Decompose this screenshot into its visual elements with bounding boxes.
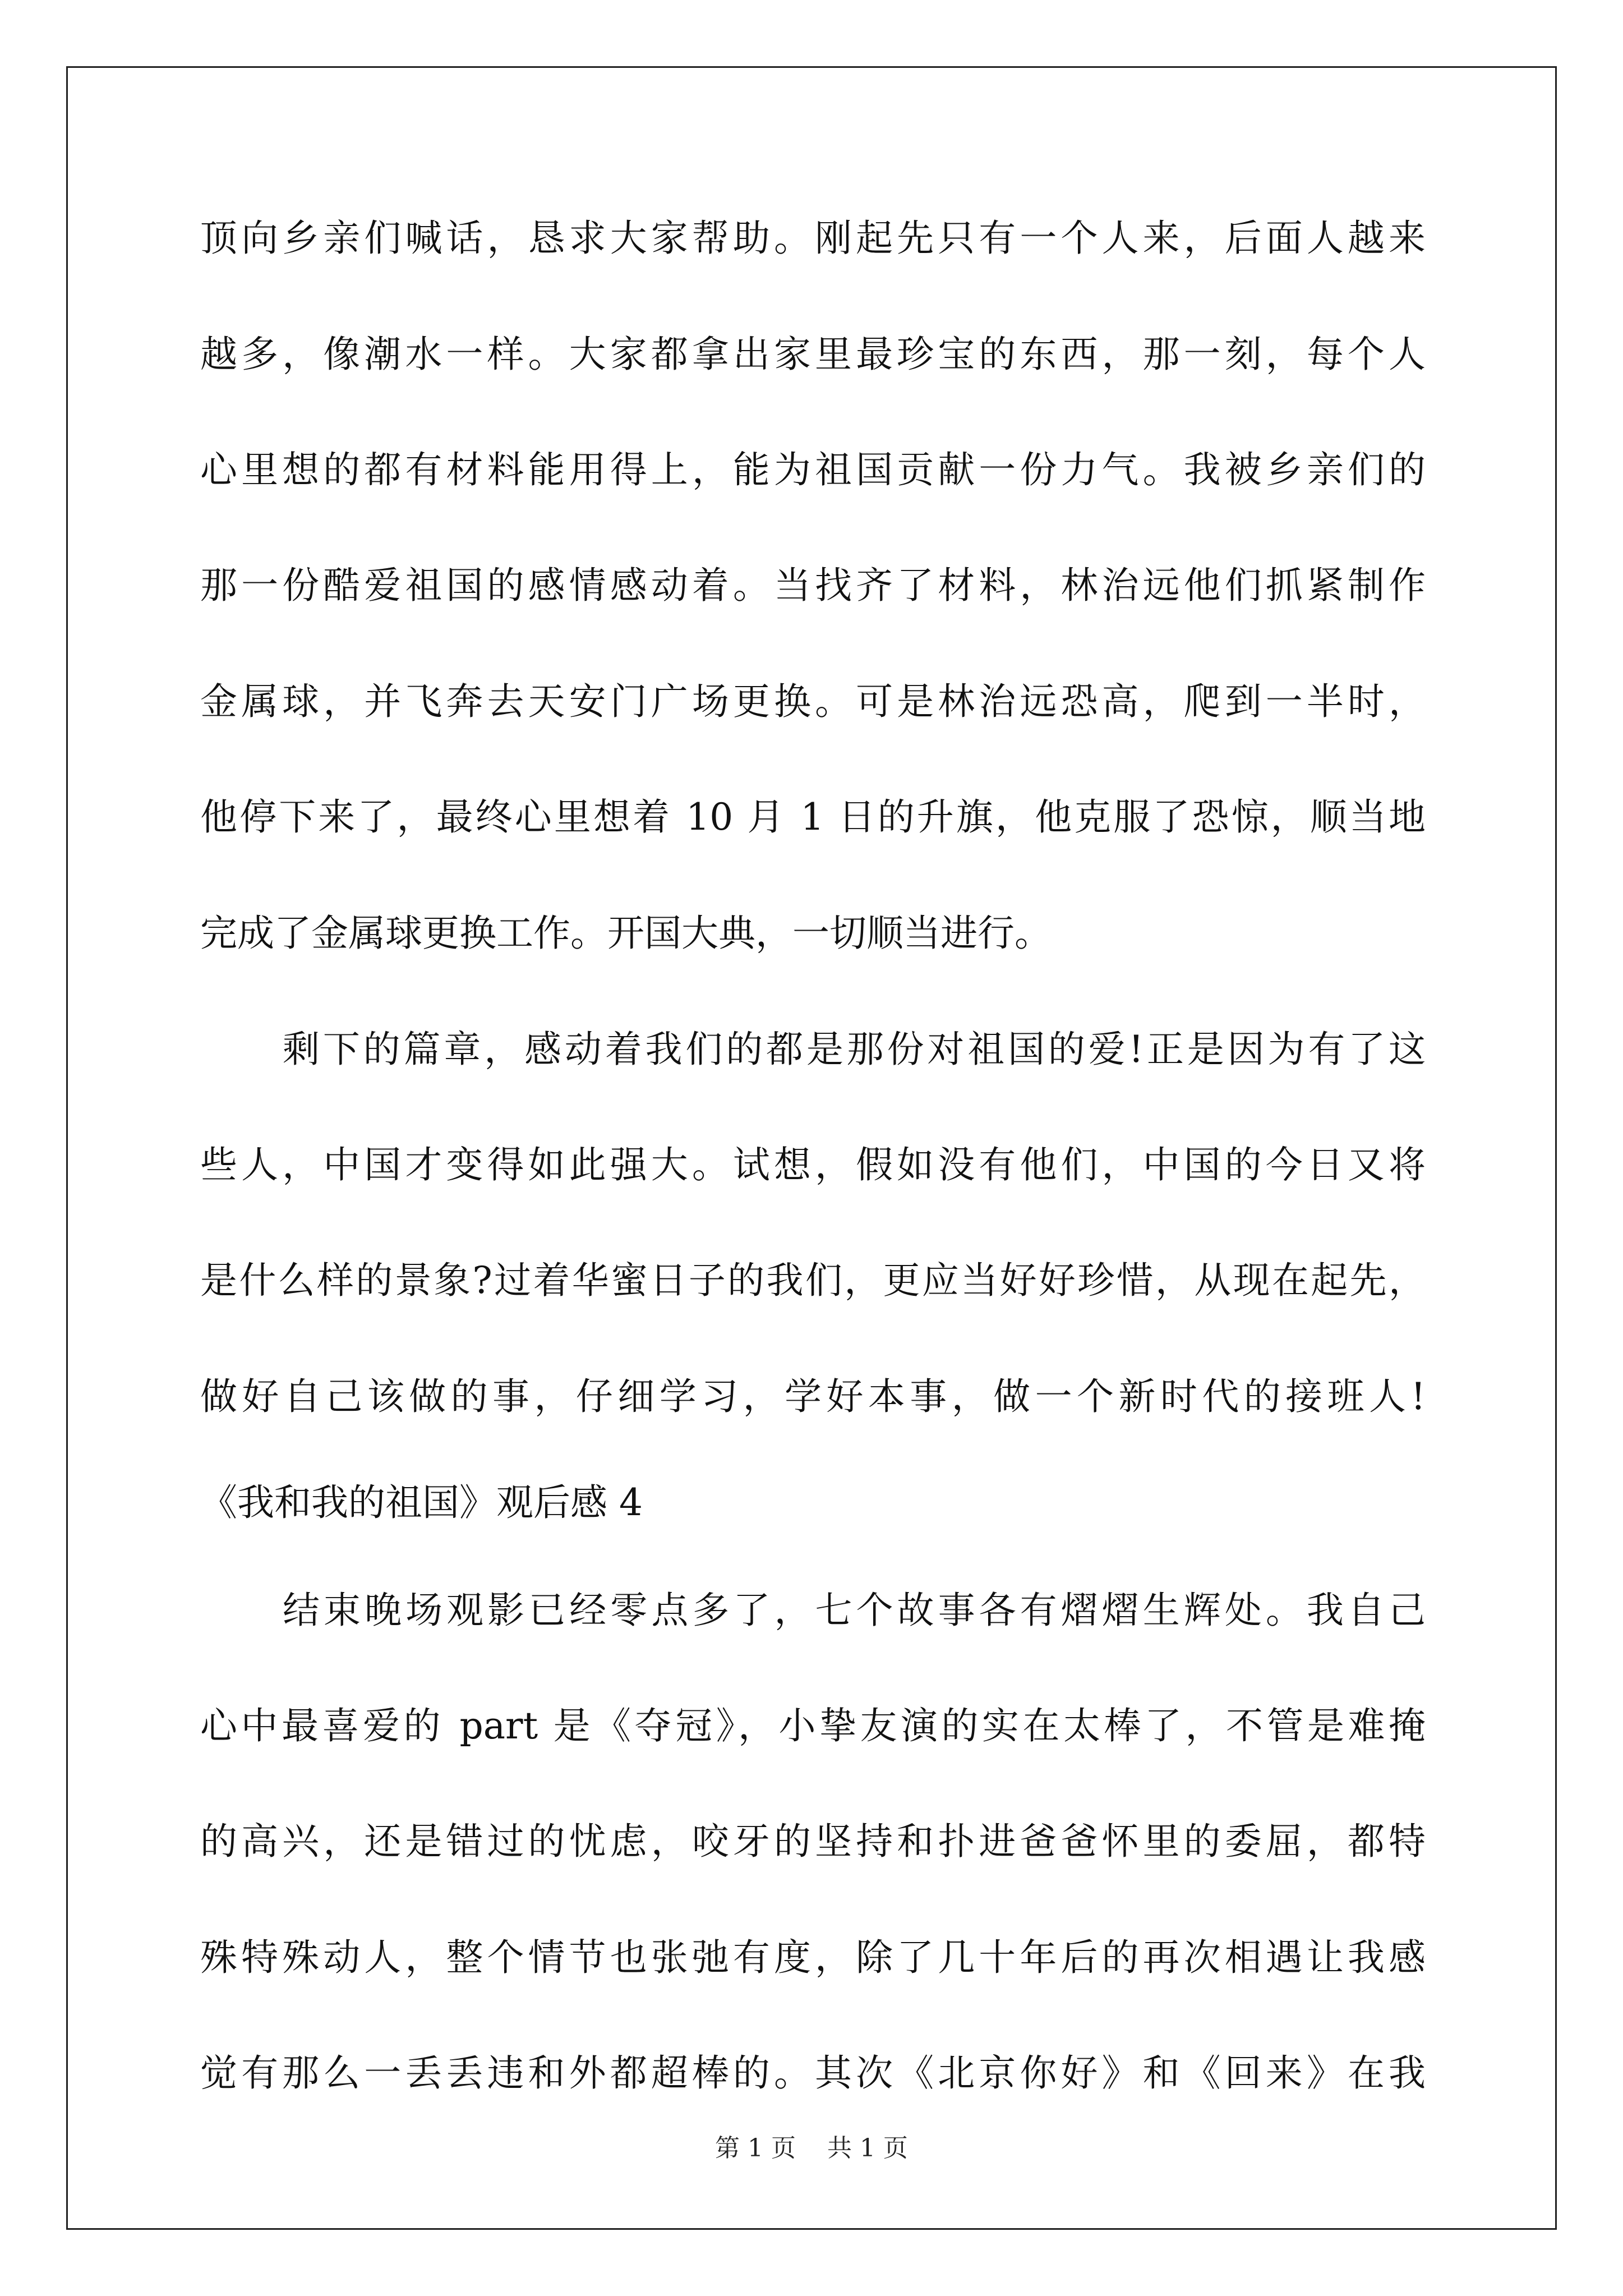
body-line-5: 金属球，并飞奔去天安门广场更换。可是林治远恐高，爬到一半时， — [200, 680, 1426, 723]
body-line-2: 越多，像潮水一样。大家都拿出家里最珍宝的东西，那一刻，每个人 — [200, 333, 1426, 376]
body-line-6: 他停下来了，最终心里想着 10 月 1 日的升旗，他克服了恐惊，顺当地 — [200, 795, 1426, 839]
body-line-7: 完成了金属球更换工作。开国大典，一切顺当进行。 — [200, 912, 1052, 955]
body-line-1: 顶向乡亲们喊话，恳求大家帮助。刚起先只有一个人来，后面人越来 — [200, 217, 1426, 260]
body-line-16: 觉有那么一丢丢违和外都超棒的。其次《北京你好》和《回来》在我 — [200, 2051, 1426, 2095]
body-line-14: 的高兴，还是错过的忧虑，咬牙的坚持和扑进爸爸怀里的委屈，都特 — [200, 1820, 1426, 1863]
body-line-10: 是什么样的景象?过着华蜜日子的我们，更应当好好珍惜，从现在起先， — [200, 1259, 1426, 1302]
body-line-4: 那一份酷爱祖国的感情感动着。当找齐了材料，林治远他们抓紧制作 — [200, 564, 1426, 607]
body-line-13: 心中最喜爱的 part 是《夺冠》，小挚友演的实在太棒了，不管是难掩 — [200, 1704, 1426, 1747]
body-line-9: 些人，中国才变得如此强大。试想，假如没有他们，中国的今日又将 — [200, 1143, 1426, 1186]
body-line-3: 心里想的都有材料能用得上，能为祖国贡献一份力气。我被乡亲们的 — [200, 448, 1426, 491]
body-line-11: 做好自己该做的事，仔细学习，学好本事，做一个新时代的接班人! — [200, 1375, 1426, 1418]
body-line-15: 殊特殊动人，整个情节也张弛有度，除了几十年后的再次相遇让我感 — [200, 1936, 1426, 1979]
section-heading: 《我和我的祖国》观后感 4 — [200, 1481, 643, 1524]
body-line-8: 剩下的篇章，感动着我们的都是那份对祖国的爱!正是因为有了这 — [283, 1028, 1426, 1071]
body-line-12: 结束晚场观影已经零点多了，七个故事各有熠熠生辉处。我自己 — [283, 1589, 1426, 1632]
page-footer: 第 1 页 共 1 页 — [715, 2134, 908, 2162]
